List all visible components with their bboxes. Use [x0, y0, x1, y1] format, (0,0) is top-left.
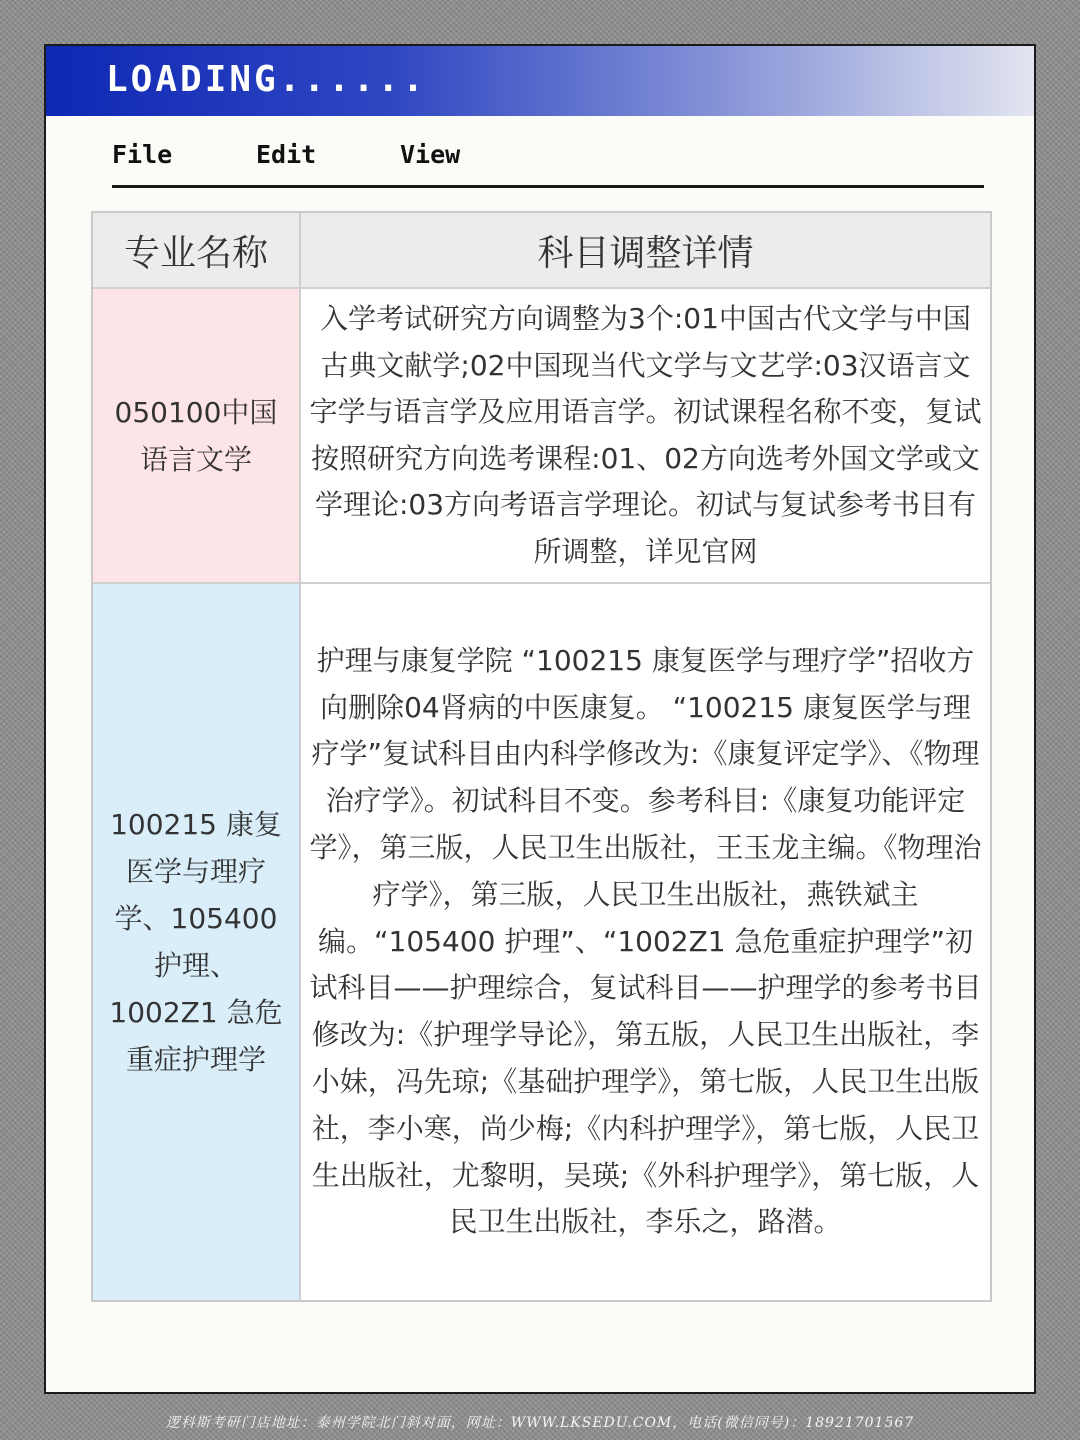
app-window	[44, 44, 1036, 1394]
table-row	[93, 289, 990, 584]
major-name: 100215 康复医学与理疗学、105400 护理、1002Z1 急危重症护理学	[109, 808, 283, 1076]
footer-contact-info: 逻科斯考研门店地址：泰州学院北门斜对面，网址：WWW.LKSEDU.COM，电话(微信同号)：18921701567	[165, 1415, 915, 1431]
table-row	[93, 584, 990, 1300]
header-adjustment-details: 科目调整详情	[537, 232, 754, 274]
major-name: 050100中国语言文学	[114, 395, 278, 476]
window-title: LOADING......	[106, 59, 427, 100]
adjustment-details: 入学考试研究方向调整为3个:01中国古代文学与中国古典文献学;02中国现当代文学与文艺学:03汉语言文字学与语言学及应用语言学。初试课程名称不变，复试按照研究方向选考课程:01、02方向选考外国文学或文学理论:03方向考语言学理论。初试与复试参考书目有所调整，详见官网	[309, 302, 982, 568]
adjustment-details: 护理与康复学院 “100215 康复医学与理疗学”招收方向删除04肾病的中医康复。 “100215 康复医学与理疗学”复试科目由内科学修改为:《康复评定学》、《物理治疗学》。初试科目不变。参考科目:《康复功能评定学》，第三版，人民卫生出版社，王玉龙主编。《物理治疗学》，第三版，人民卫生出版社，燕铁斌主编。“105400 护理”、“1002Z1 急危重症护理学”初试科目——护理综合，复试科目——护理学的参考书目修改为:《护理学导论》，第五版，人民卫生出版社，李小妹，冯先琼;《基础护理学》，第七版，人民卫生出版社，李小寒，尚少梅;《内科护理学》，第七版，人民卫生出版社，尤黎明，吴瑛;《外科护理学》，第七版，人民卫生出版社，李乐之，路潜。	[309, 643, 982, 1239]
menu-bar	[112, 136, 984, 188]
header-major-name: 专业名称	[93, 213, 301, 287]
major-cell	[93, 584, 301, 1300]
major-cell	[93, 289, 301, 582]
details-cell	[301, 289, 990, 582]
menu-view[interactable]: View	[400, 140, 461, 169]
details-cell	[301, 584, 990, 1300]
subject-adjustment-table	[91, 211, 992, 1302]
menu-file[interactable]: File	[112, 140, 173, 169]
title-bar	[46, 46, 1034, 116]
menu-edit[interactable]: Edit	[256, 140, 317, 169]
table-header-row	[93, 213, 990, 289]
